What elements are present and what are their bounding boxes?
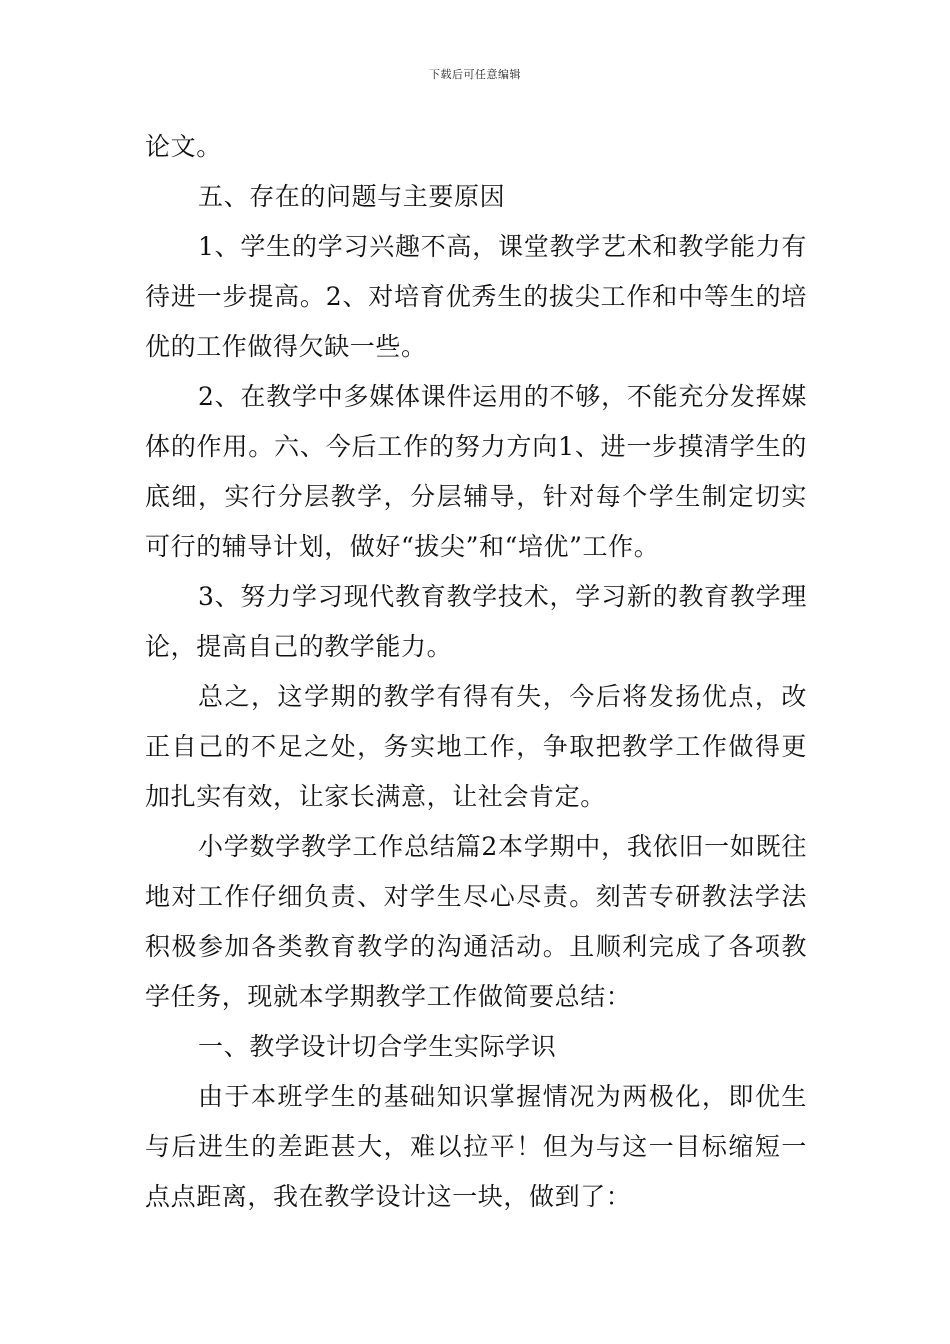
document-body [145,122,807,1222]
paragraph-summary-part-2: 小学数学教学工作总结篇2本学期中，我依旧一如既往地对工作仔细负责、对学生尽心尽责。刻苦专研教法学法积极参加各类教育教学的沟通活动。且顺利完成了各项教学任务，现就本学期教学工作做简要总结： [145,832,807,1011]
section-heading-problems: 五、存在的问题与主要原因 [198,182,506,211]
page-header: 下载后可任意编辑 [429,68,521,81]
paragraph-direction-3: 3、努力学习现代教育教学技术，学习新的教育教学理论，提高自己的教学能力。 [145,582,807,661]
paragraph-problem-1: 1、学生的学习兴趣不高，课堂教学艺术和教学能力有待进一步提高。2、对培育优秀生的拔尖工作和中等生的培优的工作做得欠缺一些。 [145,232,807,361]
paragraph-continuation: 论文。 [145,132,222,161]
section-heading-design: 一、教学设计切合学生实际学识 [198,1032,557,1061]
paragraph-conclusion: 总之，这学期的教学有得有失，今后将发扬优点，改正自己的不足之处，务实地工作，争取把教学工作做得更加扎实有效，让家长满意，让社会肯定。 [145,682,807,811]
paragraph-design-intro: 由于本班学生的基础知识掌握情况为两极化，即优生与后进生的差距甚大，难以拉平！但为与这一目标缩短一点点距离，我在教学设计这一块，做到了： [145,1082,807,1211]
paragraph-problem-2: 2、在教学中多媒体课件运用的不够，不能充分发挥媒体的作用。六、今后工作的努力方向1、进一步摸清学生的底细，实行分层教学，分层辅导，针对每个学生制定切实可行的辅导计划，做好“拔尖”和“培优”工作。 [145,382,807,561]
